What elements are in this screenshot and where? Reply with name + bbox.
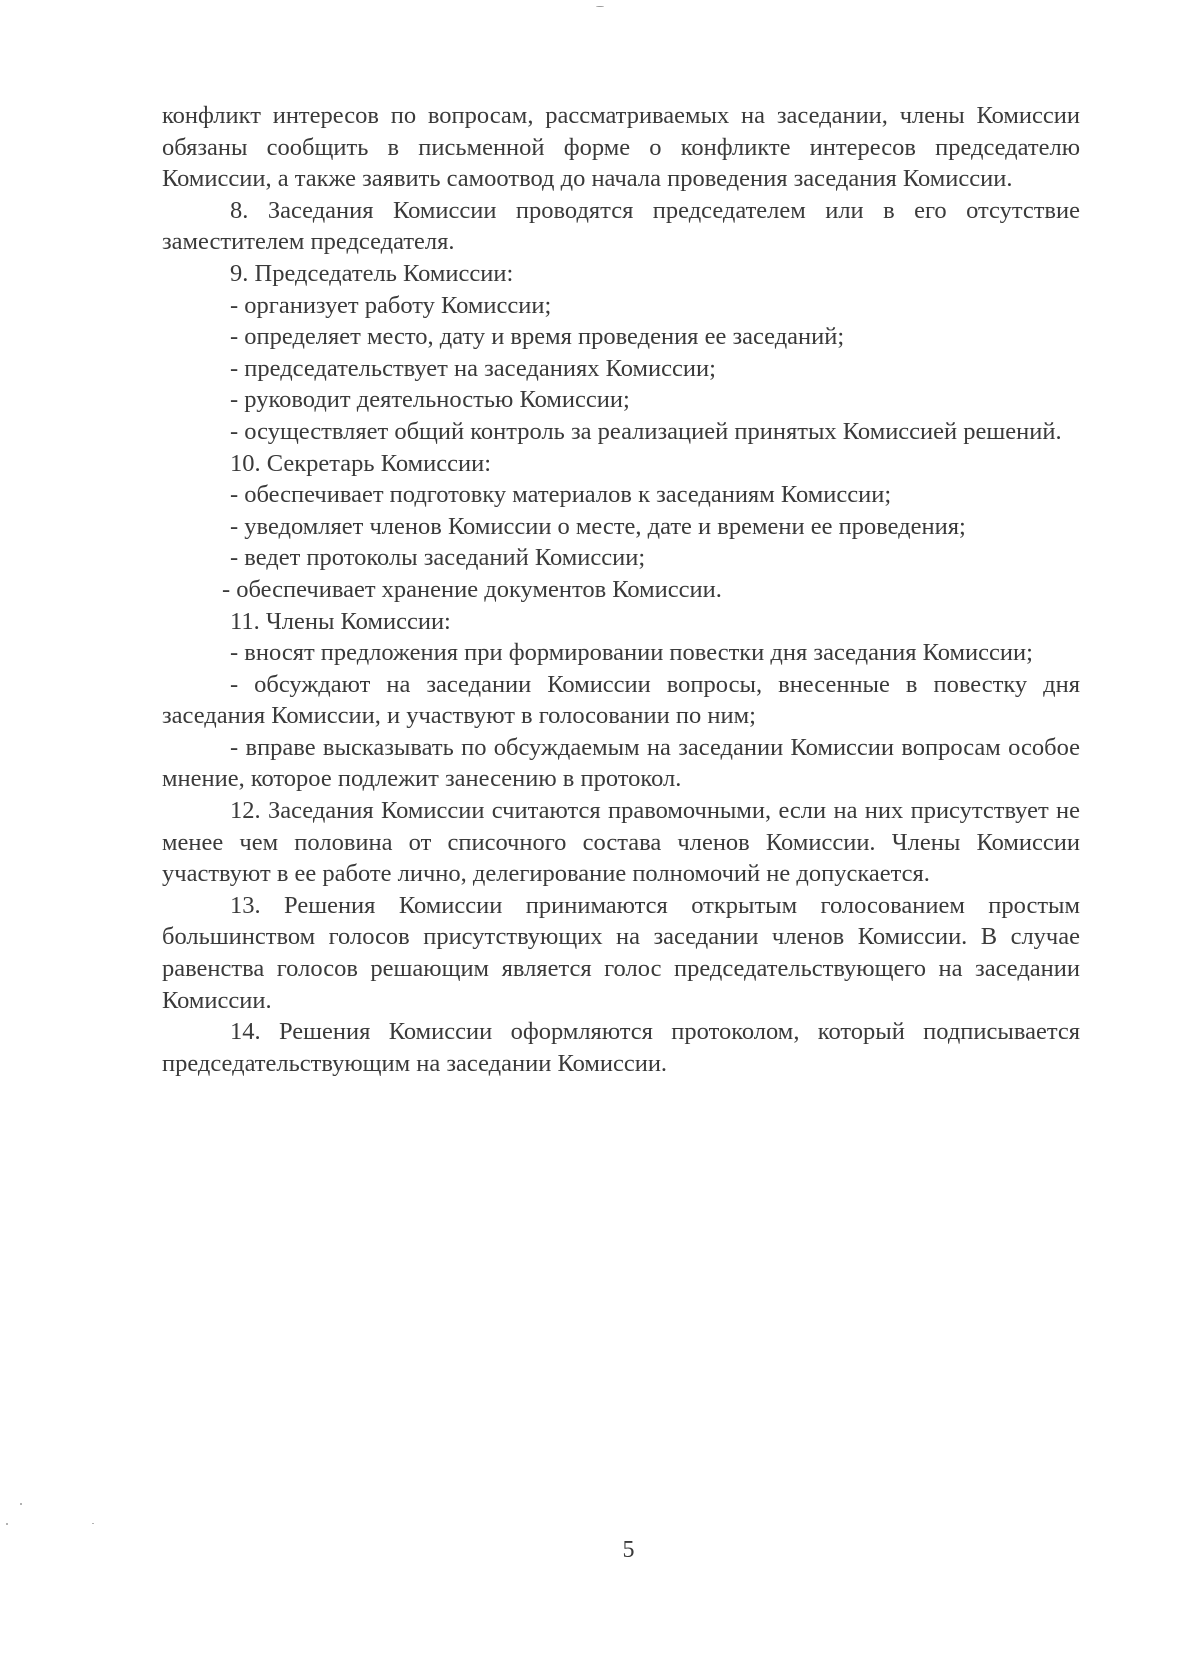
paragraph-conflict-of-interest: конфликт интересов по вопросам, рассматриваемых на заседании, члены Комиссии обязаны сообщить в письменной форме о конфликте интересов председателю Комиссии, а также заявить самоотвод до начала проведения заседания Комиссии. [162,102,1080,193]
paragraph-item-13: 13. Решения Комиссии принимаются открытым голосованием простым большинством голосов присутствующих на заседании членов Комиссии. В случае равенства голосов решающим является голос председательствующего на заседании Комиссии. [162,891,1080,1014]
scan-speck [6,1523,8,1525]
list-item-members-propose: - вносят предложения при формировании повестки дня заседания Комиссии; [230,639,1033,667]
paragraph-item-8: 8. Заседания Комиссии проводятся председателем или в его отсутствие заместителем председателя. [162,196,1080,256]
scan-speck [20,1503,22,1505]
list-item-secretary-stores: - обеспечивает хранение документов Комиссии. [222,575,722,603]
paragraph-item-9-heading: 9. Председатель Комиссии: [230,259,514,287]
scan-speck [596,6,604,7]
list-item-secretary-notifies: - уведомляет членов Комиссии о месте, дате и времени ее проведения; [230,512,966,540]
paragraph-item-14: 14. Решения Комиссии оформляются протоколом, который подписывается председательствующим на заседании Комиссии. [162,1018,1080,1077]
list-item-chairman-sets-schedule: - определяет место, дату и время проведения ее заседаний; [230,323,845,351]
scan-speck [92,1523,94,1524]
paragraph-item-10-heading: 10. Секретарь Комиссии: [230,449,492,477]
list-item-chairman-manages: - руководит деятельностью Комиссии; [230,386,630,414]
list-item-members-opinion: - вправе высказывать по обсуждаемым на заседании Комиссии вопросам особое мнение, которое подлежит занесению в протокол. [162,733,1080,793]
list-item-members-discuss: - обсуждают на заседании Комиссии вопросы, внесенные в повестку дня заседания Комиссии, и участвуют в голосовании по ним; [162,670,1080,730]
list-item-chairman-controls: - осуществляет общий контроль за реализацией принятых Комиссией решений. [230,417,1062,445]
document-body [162,100,1080,1079]
list-item-chairman-organizes: - организует работу Комиссии; [230,291,552,319]
list-item-secretary-minutes: - ведет протоколы заседаний Комиссии; [230,544,646,572]
list-item-chairman-presides: - председательствует на заседаниях Комиссии; [230,354,716,382]
page-number: 5 [622,1537,635,1563]
paragraph-item-11-heading: 11. Члены Комиссии: [230,607,451,635]
paragraph-item-12: 12. Заседания Комиссии считаются правомочными, если на них присутствует не менее чем половина от списочного состава членов Комиссии. Члены Комиссии участвуют в ее работе лично, делегирование полномочий не допускается. [162,797,1080,888]
list-item-secretary-prepares: - обеспечивает подготовку материалов к заседаниям Комиссии; [230,481,892,509]
